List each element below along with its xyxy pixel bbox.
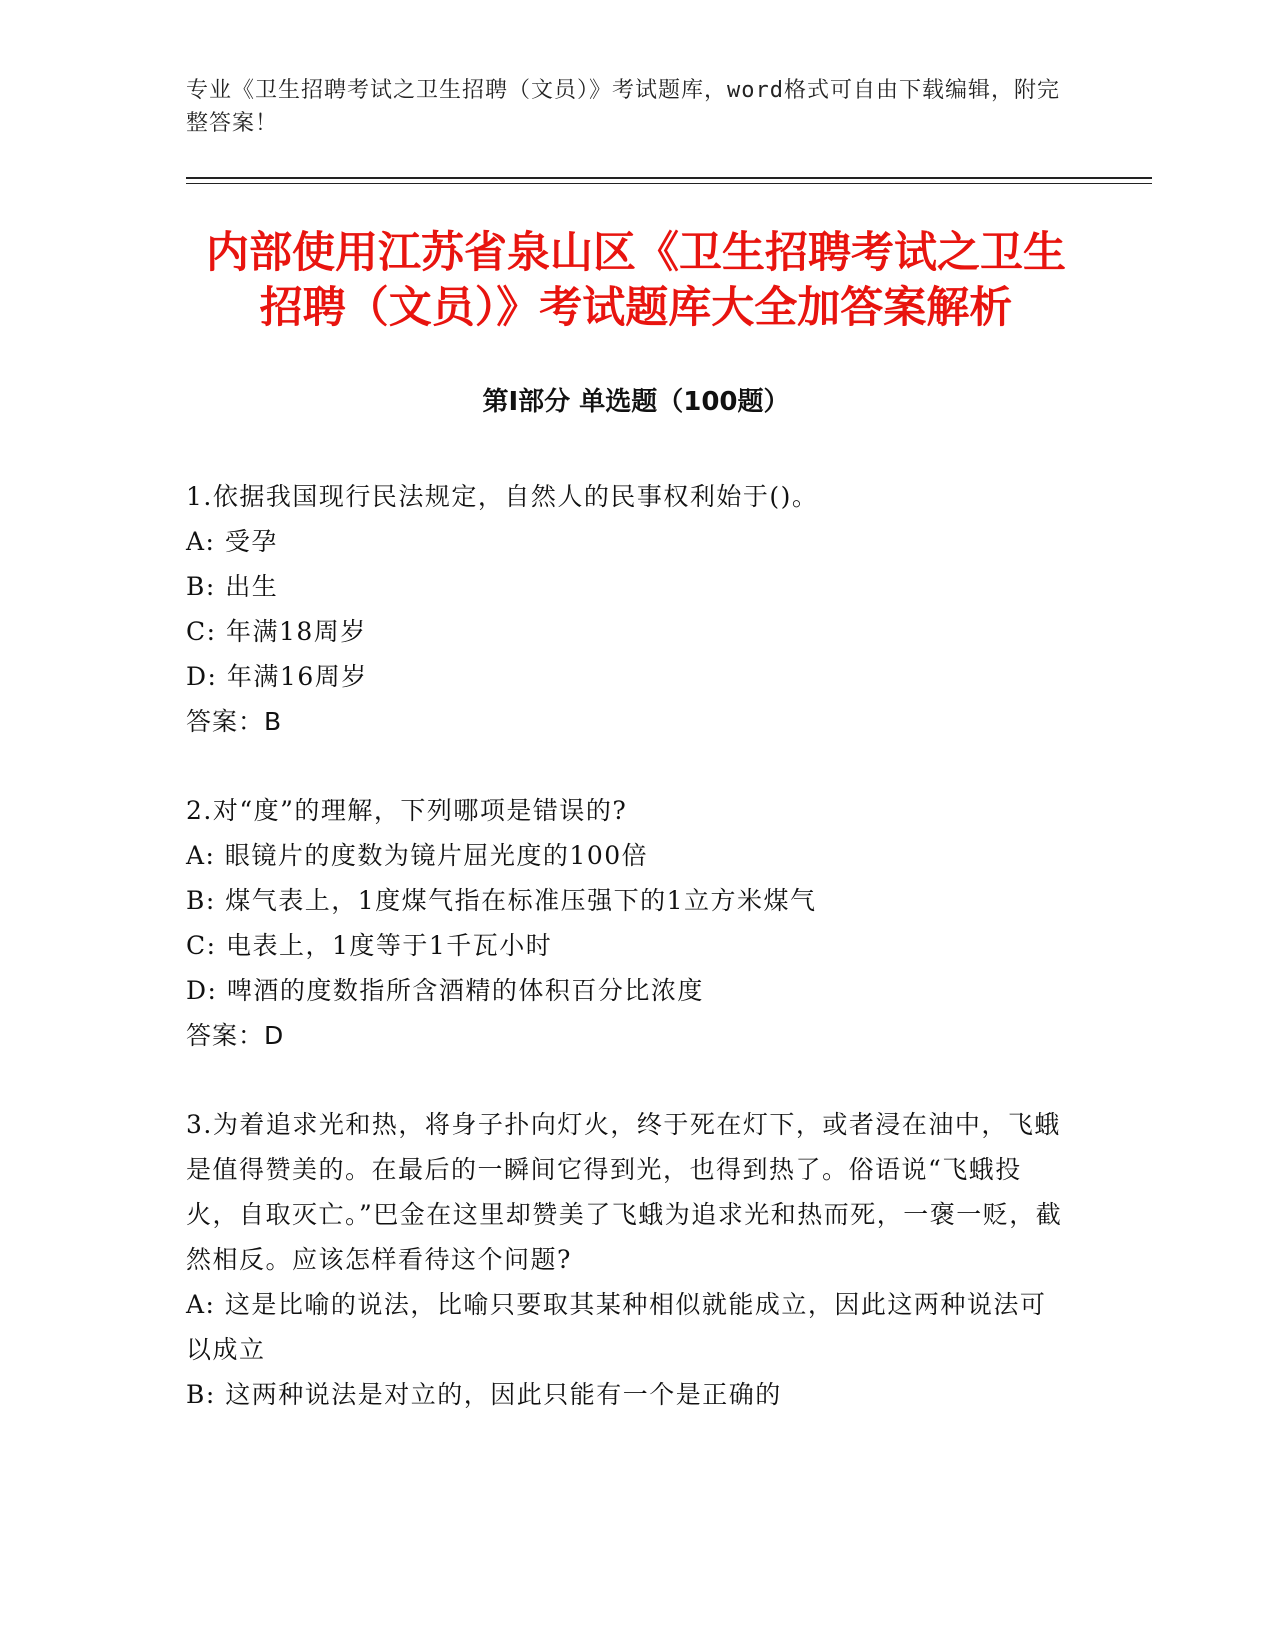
- option-a: A: 这是比喻的说法，比喻只要取其某种相似就能成立，因此这两种说法可以成立: [186, 1290, 1047, 1364]
- question-1: [186, 474, 1066, 744]
- option-b: B: 煤气表上，1度煤气指在标准压强下的1立方米煤气: [186, 886, 817, 915]
- question-stem: 1.依据我国现行民法规定，自然人的民事权利始于()。: [186, 482, 819, 511]
- question-stem: 3.为着追求光和热，将身子扑向灯火，终于死在灯下，或者浸在油中，飞蛾是值得赞美的。在最后的一瞬间它得到光，也得到热了。俗语说“飞蛾投火，自取灭亡。”巴金在这里却赞美了飞蛾为追求光和热而死，一褒一贬，截然相反。应该怎样看待这个问题?: [186, 1110, 1063, 1274]
- document-title: 内部使用江苏省泉山区《卫生招聘考试之卫生招聘（文员）》考试题库大全加答案解析: [206, 228, 1066, 333]
- section-heading: 第Ⅰ部分 单选题（100题）: [482, 387, 790, 417]
- option-a: A: 受孕: [186, 527, 278, 556]
- question-3: [186, 1102, 1066, 1417]
- header-divider-thin: [186, 183, 1152, 184]
- answer-label: 答案：D: [186, 1021, 285, 1050]
- option-d: D: 年满16周岁: [186, 662, 368, 691]
- option-b: B: 出生: [186, 572, 279, 601]
- option-c: C: 电表上，1度等于1千瓦小时: [186, 931, 553, 960]
- header-divider-thick: [186, 177, 1152, 179]
- option-c: C: 年满18周岁: [186, 617, 367, 646]
- option-d: D: 啤酒的度数指所含酒精的体积百分比浓度: [186, 976, 704, 1005]
- option-b: B: 这两种说法是对立的，因此只能有一个是正确的: [186, 1380, 782, 1409]
- question-list: [186, 474, 1066, 1461]
- question-stem: 2.对“度”的理解，下列哪项是错误的?: [186, 796, 628, 825]
- header-note: 专业《卫生招聘考试之卫生招聘（文员）》考试题库，word格式可自由下载编辑，附完整答案！: [186, 78, 1060, 136]
- question-2: [186, 788, 1066, 1058]
- option-a: A: 眼镜片的度数为镜片屈光度的100倍: [186, 841, 649, 870]
- answer-label: 答案：B: [186, 707, 283, 736]
